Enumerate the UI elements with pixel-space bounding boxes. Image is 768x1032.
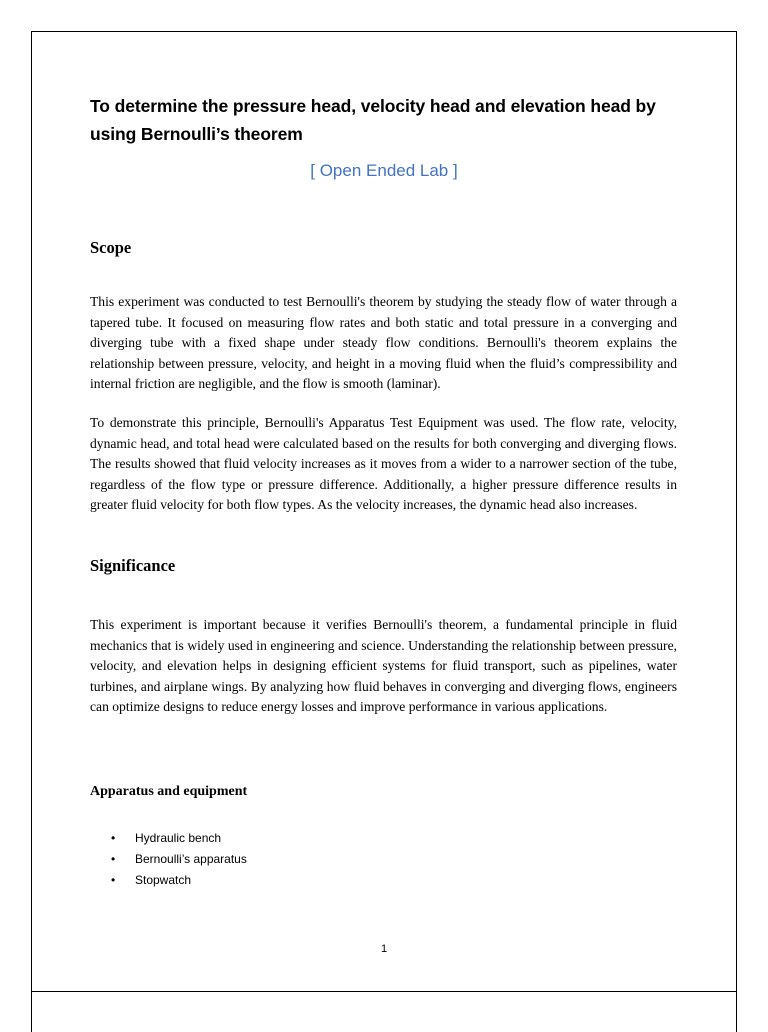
scope-heading: Scope — [90, 238, 132, 257]
apparatus-heading: Apparatus and equipment — [90, 784, 248, 799]
significance-heading: Significance — [90, 556, 176, 575]
scope-paragraph: To demonstrate this principle, Bernoulli's Apparatus Test Equipment was used. The flow rate, velocity, dynamic head, and total head were calculated based on the results for both converging and diverging flows. The results showed that fluid velocity increases as it moves from a wider to a narrower section of the tube, regardless of the flow type or pressure difference. Additionally, a higher pressure difference results in greater fluid velocity for both flow types. As the velocity increases, the dynamic head also increases. — [90, 415, 677, 513]
scope-paragraph: This experiment was conducted to test Bernoulli's theorem by studying the steady flow of water through a tapered tube. It focused on measuring flow rates and both static and total pressure in a converging and diverging tube with a fixed shape under steady flow conditions. Bernoulli's theorem explains the relationship between pressure, velocity, and height in a moving fluid when the fluid’s compressibility and internal friction are negligible, and the flow is smooth (laminar). — [90, 294, 677, 392]
equipment-list — [111, 828, 247, 891]
list-item-label: Hydraulic bench — [135, 831, 222, 845]
list-item-label: Stopwatch — [135, 873, 192, 887]
bullet-icon: • — [111, 873, 116, 887]
list-item — [111, 870, 247, 891]
bullet-icon: • — [111, 852, 116, 866]
document-title: To determine the pressure head, velocity head and elevation head by using Bernoulli’s theorem — [90, 96, 656, 144]
list-item-label: Bernoulli’s apparatus — [135, 852, 247, 866]
document-subtitle: [ Open Ended Lab ] — [310, 161, 458, 180]
page-number: 1 — [380, 943, 388, 955]
next-page-border — [31, 992, 737, 1032]
significance-paragraph: This experiment is important because it verifies Bernoulli's theorem, a fundamental principle in fluid mechanics that is widely used in engineering and science. Understanding the relationship between pressure, velocity, and elevation helps in designing efficient systems for fluid transport, such as pipelines, water turbines, and airplane wings. By analyzing how fluid behaves in converging and diverging flows, engineers can optimize designs to reduce energy losses and improve performance in various applications. — [90, 617, 677, 715]
list-item — [111, 828, 247, 849]
list-item — [111, 849, 247, 870]
bullet-icon: • — [111, 831, 116, 845]
